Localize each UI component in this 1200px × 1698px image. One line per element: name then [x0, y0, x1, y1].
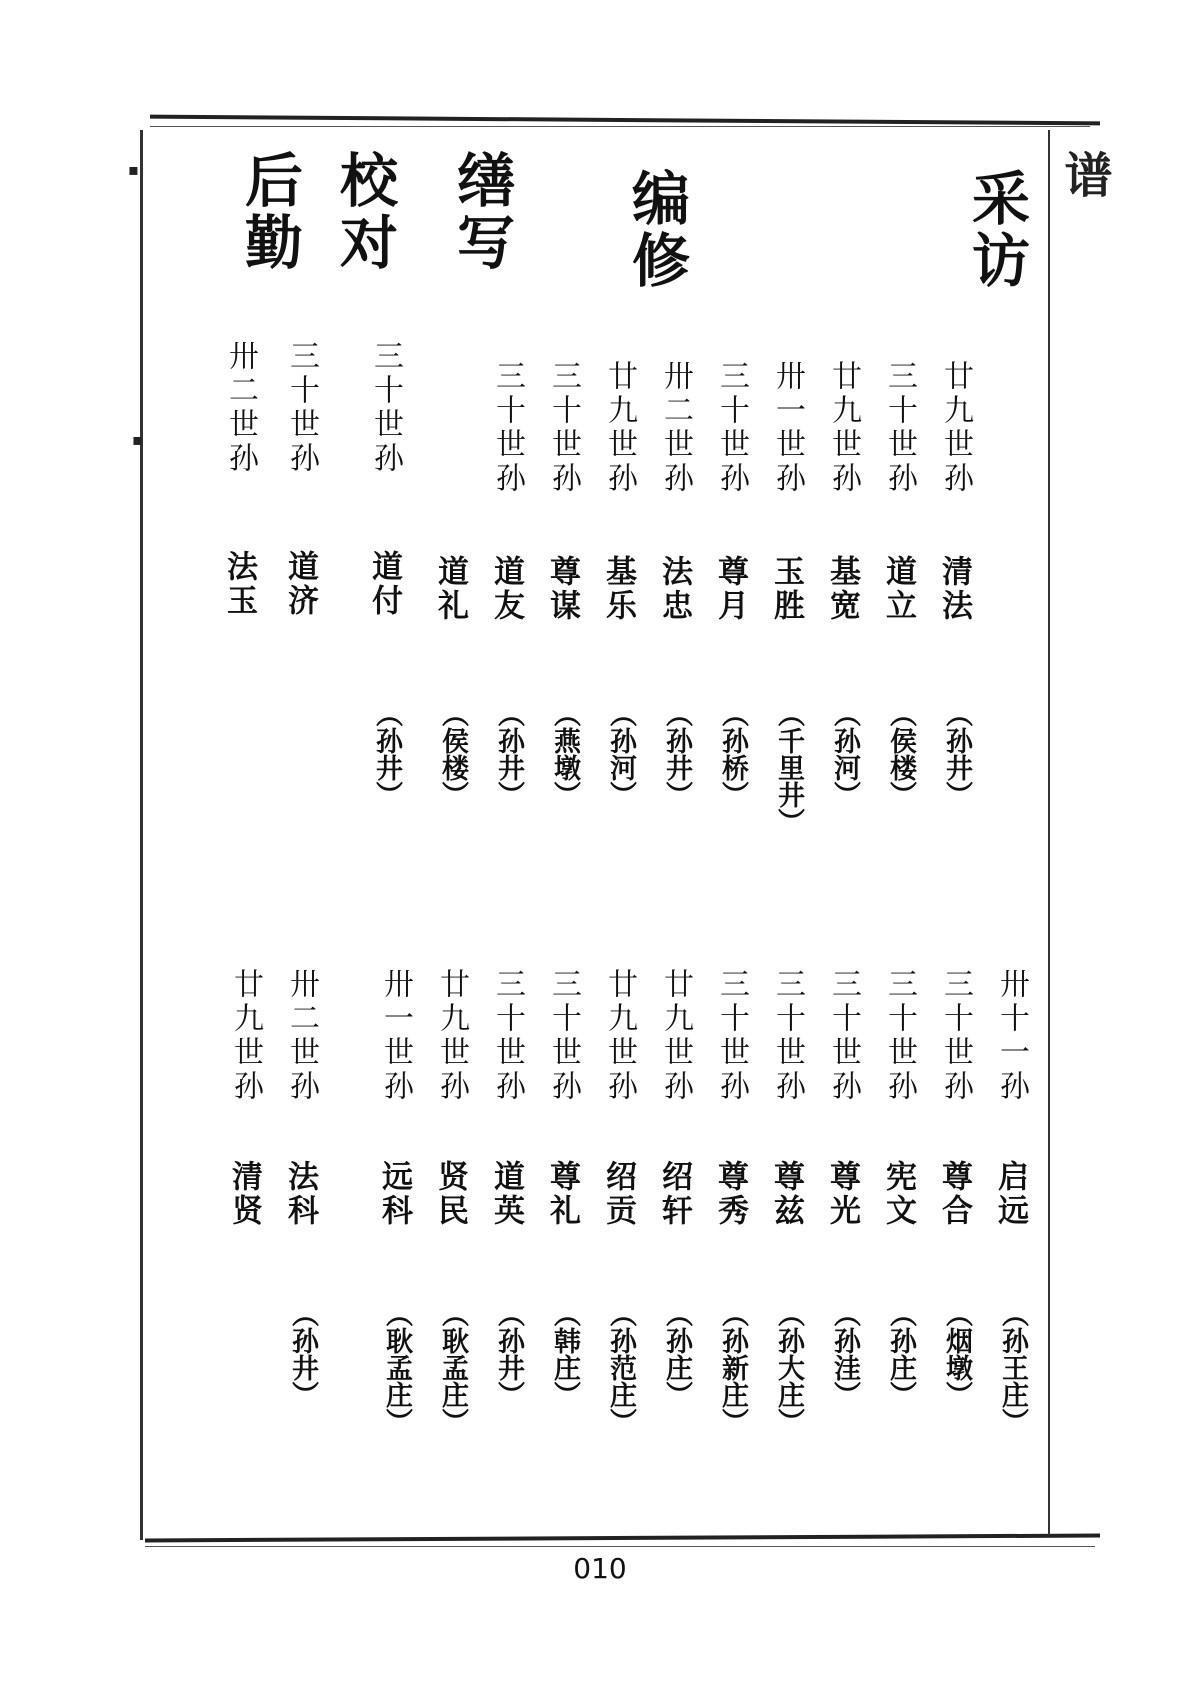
person-name: 法忠 [656, 555, 692, 623]
place-name: （孙河） [605, 700, 636, 808]
person-name: 道立 [880, 555, 916, 623]
person-name: 玉胜 [768, 555, 804, 623]
place-name: （耿孟庄） [381, 1300, 412, 1435]
place-name: （烟墩） [941, 1300, 972, 1408]
place-name: （耿孟庄） [437, 1300, 468, 1435]
person-name: 尊兹 [768, 1160, 804, 1228]
generation-label: 卅十一孙 [994, 968, 1029, 1104]
generation-label: 廿九世孙 [826, 360, 861, 496]
generation-label: 廿九世孙 [658, 968, 693, 1104]
generation-label: 三十世孙 [714, 968, 749, 1104]
person-name: 绍轩 [656, 1160, 692, 1228]
place-name: （侯楼） [437, 700, 468, 808]
place-name: （孙庄） [661, 1300, 692, 1408]
role-heading-logistics: 后勤 [235, 150, 303, 274]
person-name: 尊光 [824, 1160, 860, 1228]
binding-mark: ▪ [132, 430, 143, 449]
person-name: 绍贡 [600, 1160, 636, 1228]
person-name: 启远 [992, 1160, 1028, 1228]
generation-label: 廿九世孙 [228, 968, 263, 1104]
generation-label: 廿九世孙 [434, 968, 469, 1104]
generation-label: 廿九世孙 [602, 968, 637, 1104]
person-name: 尊合 [936, 1160, 972, 1228]
place-name: （孙庄） [885, 1300, 916, 1408]
place-name: （孙井） [493, 700, 524, 808]
place-name: （孙井） [661, 700, 692, 808]
bottom-border-line [145, 1533, 1100, 1542]
person-name: 宪文 [880, 1160, 916, 1228]
role-heading-copying: 缮写 [447, 150, 515, 274]
generation-label: 廿九世孙 [602, 360, 637, 496]
place-name: （孙井） [941, 700, 972, 808]
generation-label: 三十世孙 [714, 360, 749, 496]
place-name: （燕墩） [549, 700, 580, 808]
generation-label: 三十世孙 [546, 968, 581, 1104]
generation-label: 三十世孙 [938, 968, 973, 1104]
generation-label: 三十世孙 [826, 968, 861, 1104]
person-name: 道友 [488, 555, 524, 623]
person-name: 道济 [282, 550, 318, 618]
binding-mark: ▪ [128, 160, 139, 179]
right-border-line [1048, 130, 1050, 1535]
person-name: 道礼 [432, 555, 468, 623]
generation-label: 三十世孙 [546, 360, 581, 496]
top-border-thin-line [150, 126, 1090, 127]
top-border-line [150, 115, 1100, 126]
bottom-border-thin-line [145, 1546, 1095, 1547]
person-name: 道付 [366, 550, 402, 618]
person-name: 远科 [376, 1160, 412, 1228]
generation-label: 三十世孙 [882, 360, 917, 496]
person-name: 贤民 [432, 1160, 468, 1228]
place-name: （孙河） [829, 700, 860, 808]
place-name: （韩庄） [549, 1300, 580, 1408]
generation-label: 三十世孙 [770, 968, 805, 1104]
role-heading-editing: 编修 [622, 168, 690, 292]
generation-label: 三十世孙 [368, 340, 403, 476]
person-name: 尊秀 [712, 1160, 748, 1228]
person-name: 法玉 [221, 550, 257, 618]
person-name: 清贤 [226, 1160, 262, 1228]
role-heading-proofreading: 校对 [330, 150, 398, 274]
person-name: 尊谋 [544, 555, 580, 623]
place-name: （孙洼） [829, 1300, 860, 1408]
person-name: 法科 [282, 1160, 318, 1228]
generation-label: 卅二世孙 [223, 340, 258, 476]
generation-label: 卅一世孙 [378, 968, 413, 1104]
place-name: （孙井） [493, 1300, 524, 1408]
generation-label: 卅一世孙 [770, 360, 805, 496]
generation-label: 三十世孙 [284, 340, 319, 476]
generation-label: 卅二世孙 [658, 360, 693, 496]
place-name: （孙大庄） [773, 1300, 804, 1435]
person-name: 基乐 [600, 555, 636, 623]
generation-label: 三十世孙 [490, 360, 525, 496]
person-name: 基宽 [824, 555, 860, 623]
person-name: 尊礼 [544, 1160, 580, 1228]
generation-label: 卅二世孙 [284, 968, 319, 1104]
person-name: 尊月 [712, 555, 748, 623]
generation-label: 三十世孙 [882, 968, 917, 1104]
left-border-line [140, 130, 143, 1540]
generation-label: 三十世孙 [490, 968, 525, 1104]
page-number: 010 [573, 1552, 627, 1585]
person-name: 道英 [488, 1160, 524, 1228]
margin-title: 谱 [1056, 150, 1112, 238]
person-name: 清法 [936, 555, 972, 623]
role-heading-interview: 采访 [962, 168, 1030, 292]
place-name: （侯楼） [885, 700, 916, 808]
place-name: （孙井） [287, 1300, 318, 1408]
generation-label: 廿九世孙 [938, 360, 973, 496]
place-name: （孙王庄） [997, 1300, 1028, 1435]
place-name: （孙井） [371, 700, 402, 808]
place-name: （千里井） [773, 700, 804, 835]
place-name: （孙新庄） [717, 1300, 748, 1435]
place-name: （孙范庄） [605, 1300, 636, 1435]
place-name: （孙桥） [717, 700, 748, 808]
